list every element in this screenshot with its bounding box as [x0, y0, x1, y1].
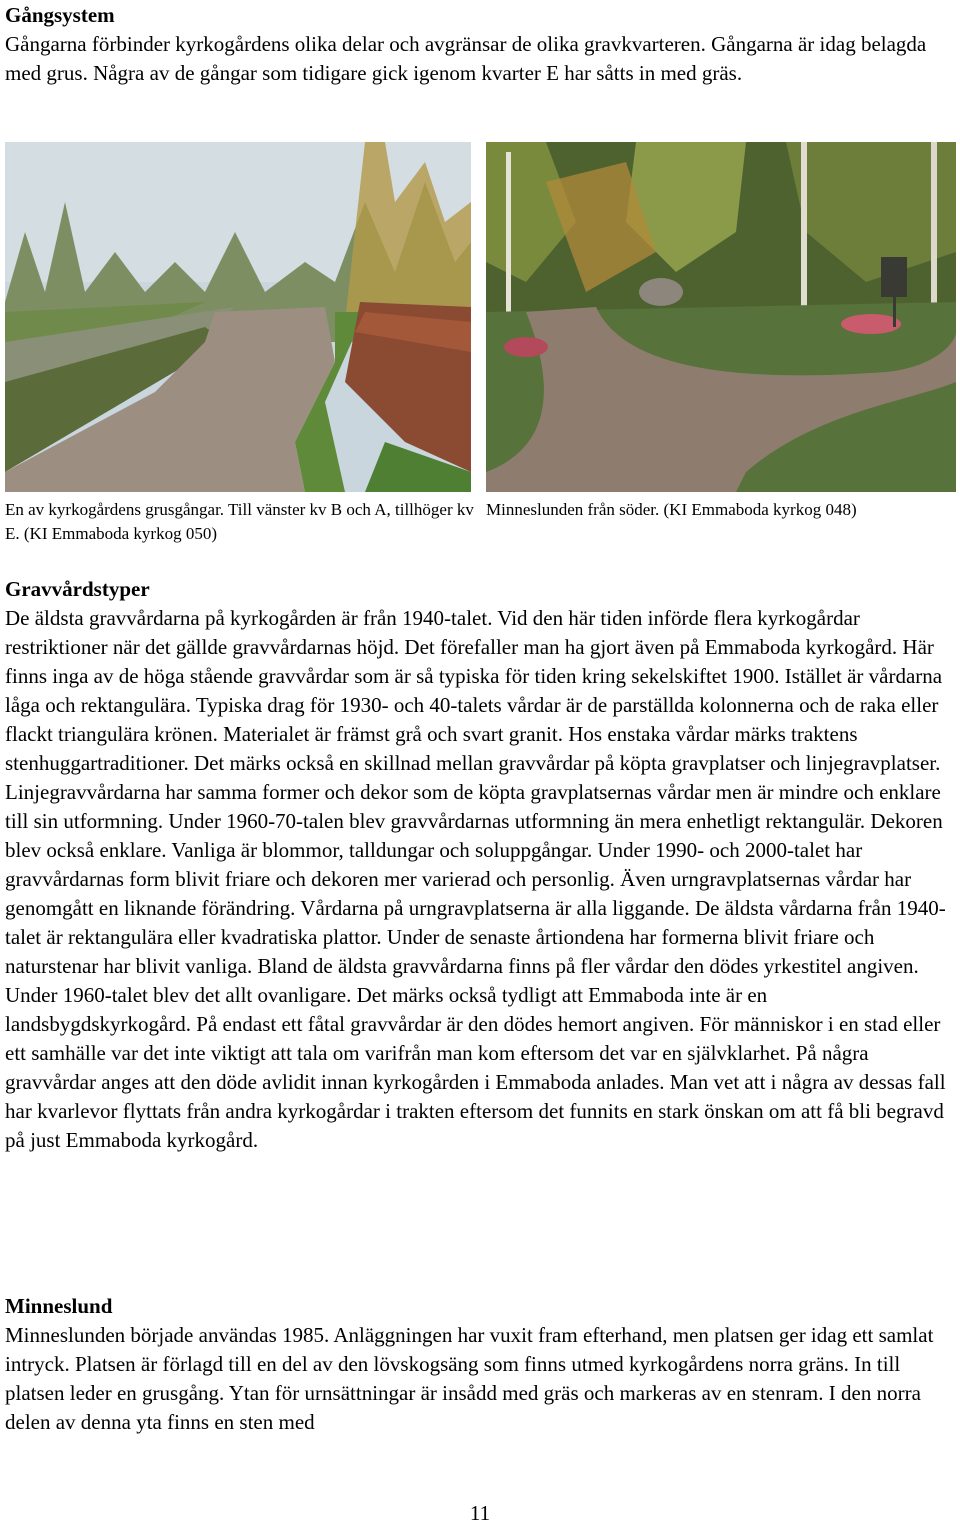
paragraph-gravvardstyper: De äldsta gravvårdarna på kyrkogården är från 1940-talet. Vid den här tiden införde flera kyrkogårdar restriktioner när det gällde gravvårdarnas höjd. Det förefaller man ha gjort även på Emmaboda kyrkogård. Här finns inga av de höga stående gravvårdar som är så typiska för tiden kring sekelskiftet 1900. Istället är vårdarna låga och rektangulära. Typiska drag för 1930- och 40-talets vårdar är de parställda kolonnerna och de raka eller flackt triangulära krönen. Materialet är främst grå och svart granit. Hos enstaka vårdar märks traktens stenhuggartraditioner. Det märks också en skillnad mellan gravvårdar på köpta gravplatser och linjegravplatser. Linjegravvårdarna har samma former och dekor som de köpta gravplatsernas vårdar men är mindre och enklare till sin utformning. Under 1960-70-talen blev gravvårdarnas utformning än mera enhetligt rektangulär. Dekoren blev också enklare. Vanliga är blommor, talldungar och soluppgångar. Under 1990- och 2000-talet har gravvårdarnas form blivit friare och dekoren mer varierad och personlig. Även urngravplatsernas vårdar har genomgått en liknande förändring. Vårdarna på urngravplatserna är alla liggande. De äldsta vårdarna från 1940-talet är rektangulära eller kvadratiska plattor. Under de senaste årtiondena har formerna blivit friare och naturstenar har blivit vanliga. Bland de äldsta gravvårdarna finns på fler vårdar den dödes yrkestitel angiven. Under 1960-talet blev det allt ovanligare. Det märks också tydligt att Emmaboda inte är en landsbygdskyrkogård. På endast ett fåtal gravvårdar är den dödes hemort angiven. För människor i en stad eller ett samhälle var det inte viktigt att tala om varifrån man kom eftersom det var en självklarhet. På några gravvårdar anges att den döde avlidit innan kyrkogården i Emmaboda anlades. Man vet att i några av dessas fall har kvarlevor flyttats från andra kyrkogårdar i trakten eftersom det funnits en stark önskan om att få bli begravd på just Emmaboda kyrkogård.	[5, 606, 946, 1152]
caption-photo-gravel-path: En av kyrkogårdens grusgångar. Till vänster kv B och A, tillhöger kv E. (KI Emmaboda kyrkog 050)	[5, 500, 474, 543]
paragraph-minneslund: Minneslunden började användas 1985. Anläggningen har vuxit fram efterhand, men platsen ger idag ett samlat intryck. Platsen är förlagd till en del av den lövskogsäng som finns utmed kyrkogårdens norra gräns. In till platsen leder en grusgång. Ytan för urnsättningar är insådd med gräs och markeras av en stenram. I den norra delen av denna yta finns en sten med	[5, 1323, 934, 1434]
heading-gravvardstyper: Gravvårdstyper	[5, 577, 150, 601]
heading-minneslund: Minneslund	[5, 1294, 113, 1318]
heading-gangsystem: Gångsystem	[5, 3, 115, 27]
caption-photo-memorial-grove: Minneslunden från söder. (KI Emmaboda kyrkog 048)	[486, 500, 857, 519]
page-number: 11	[469, 1501, 491, 1525]
paragraph-gangsystem: Gångarna förbinder kyrkogårdens olika delar och avgränsar de olika gravkvarteren. Gångarna är idag belagda med grus. Några av de gångar som tidigare gick igenom kvarter E har såtts in med gräs.	[5, 32, 927, 85]
photo-memorial-grove	[486, 142, 956, 492]
photo-gravel-path	[5, 142, 471, 492]
